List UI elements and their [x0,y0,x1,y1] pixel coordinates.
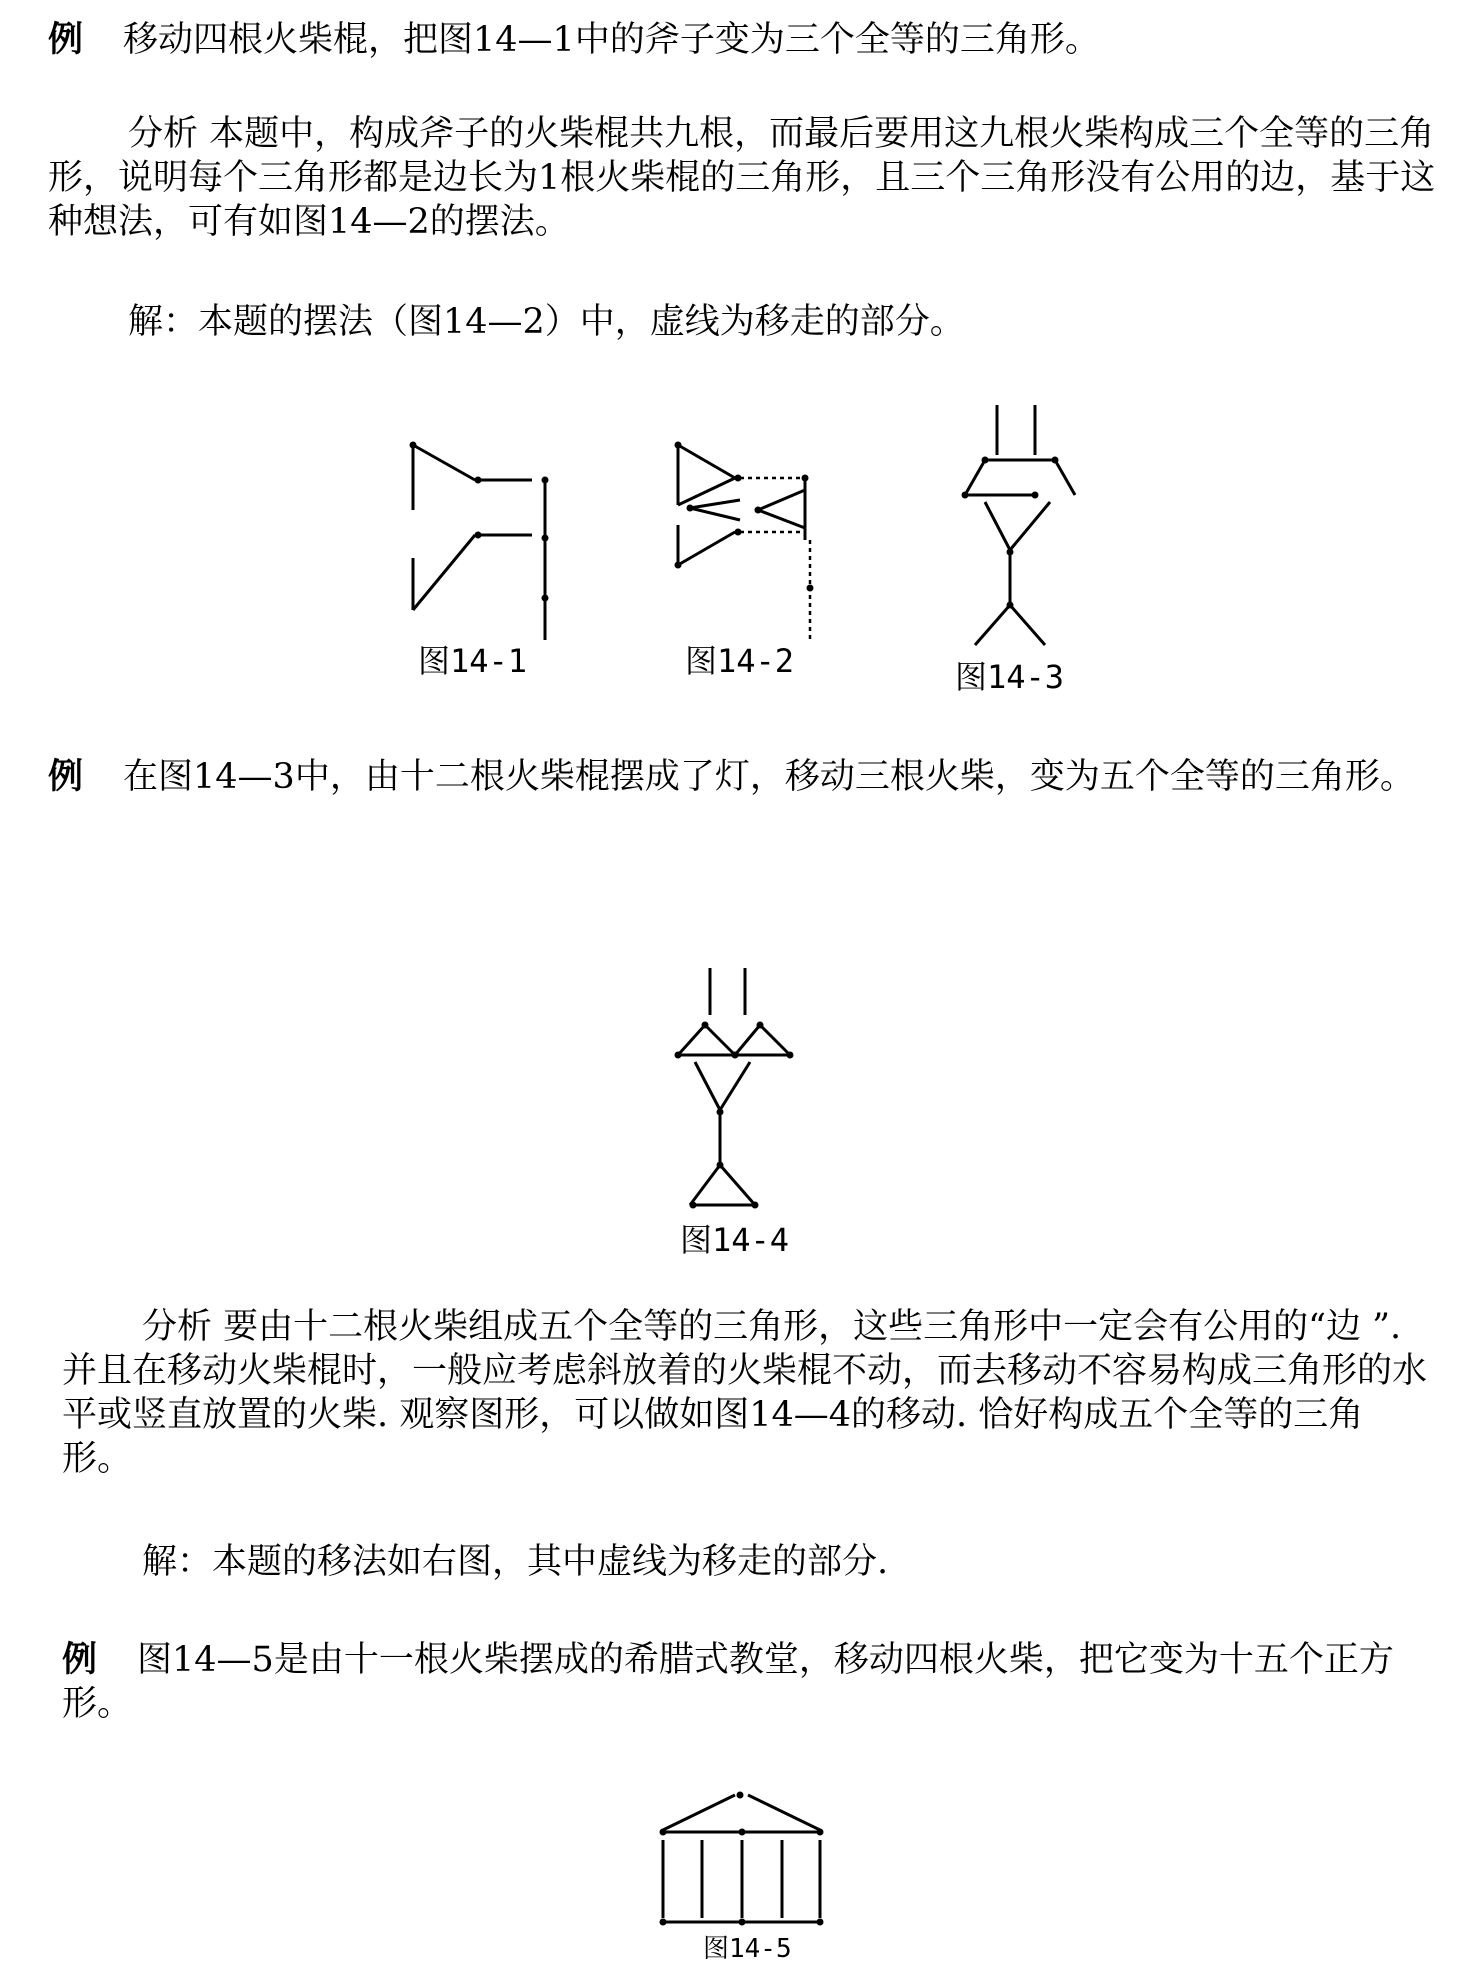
example-2-analysis: 分析 要由十二根火柴组成五个全等的三角形，这些三角形中一定会有公用的“边 ”. 并且在移动火柴棍时，一般应考虑斜放着的火柴棍不动，而去移动不容易构成三角形的水平或竖直放置的火柴. 观察图形，可以做如图14—4的移动. 恰好构成五个全等的三角形。 [62,1307,1428,1479]
figure-14-5-temple [660,1792,824,1926]
example-2-solution: 解：本题的移法如右图，其中虚线为移走的部分. [142,1542,889,1582]
example-1-analysis: 分析 本题中，构成斧子的火柴棍共九根，而最后要用这九根火柴构成三个全等的三角形，说明每个三角形都是边长为1根火柴棍的三角形，且三个三角形没有公用的边，基于这种想法，可有如图14—2的摆法。 [48,114,1436,242]
example-text: 在图14—3中，由十二根火柴棍摆成了灯，移动三根火柴，变为五个全等的三角形。 [123,757,1415,797]
figure-14-5-caption: 图14-5 [703,1934,792,1964]
figure-14-2-caption: 图14-2 [685,642,795,680]
example-text: 移动四根火柴棍，把图14—1中的斧子变为三个全等的三角形。 [123,20,1100,60]
example-text: 图14—5是由十一根火柴摆成的希腊式教堂，移动四根火柴，把它变为十五个正方形。 [62,1640,1394,1724]
figure-14-2-arrangement [675,442,814,641]
example-1-solution: 解：本题的摆法（图14—2）中，虚线为移走的部分。 [128,302,965,342]
figure-14-1-caption: 图14-1 [418,642,528,680]
figure-14-1-axe [410,442,549,641]
example-label: 例 [48,19,84,60]
figure-14-4-arrangement [675,968,794,1209]
example-label: 例 [62,1639,98,1680]
example-3-statement [62,1638,1422,1726]
figure-14-3-lamp [962,405,1076,645]
figure-14-3-caption: 图14-3 [955,658,1065,696]
example-2-statement [48,755,1448,799]
example-label: 例 [48,756,84,797]
figure-14-4-caption: 图14-4 [680,1221,790,1259]
